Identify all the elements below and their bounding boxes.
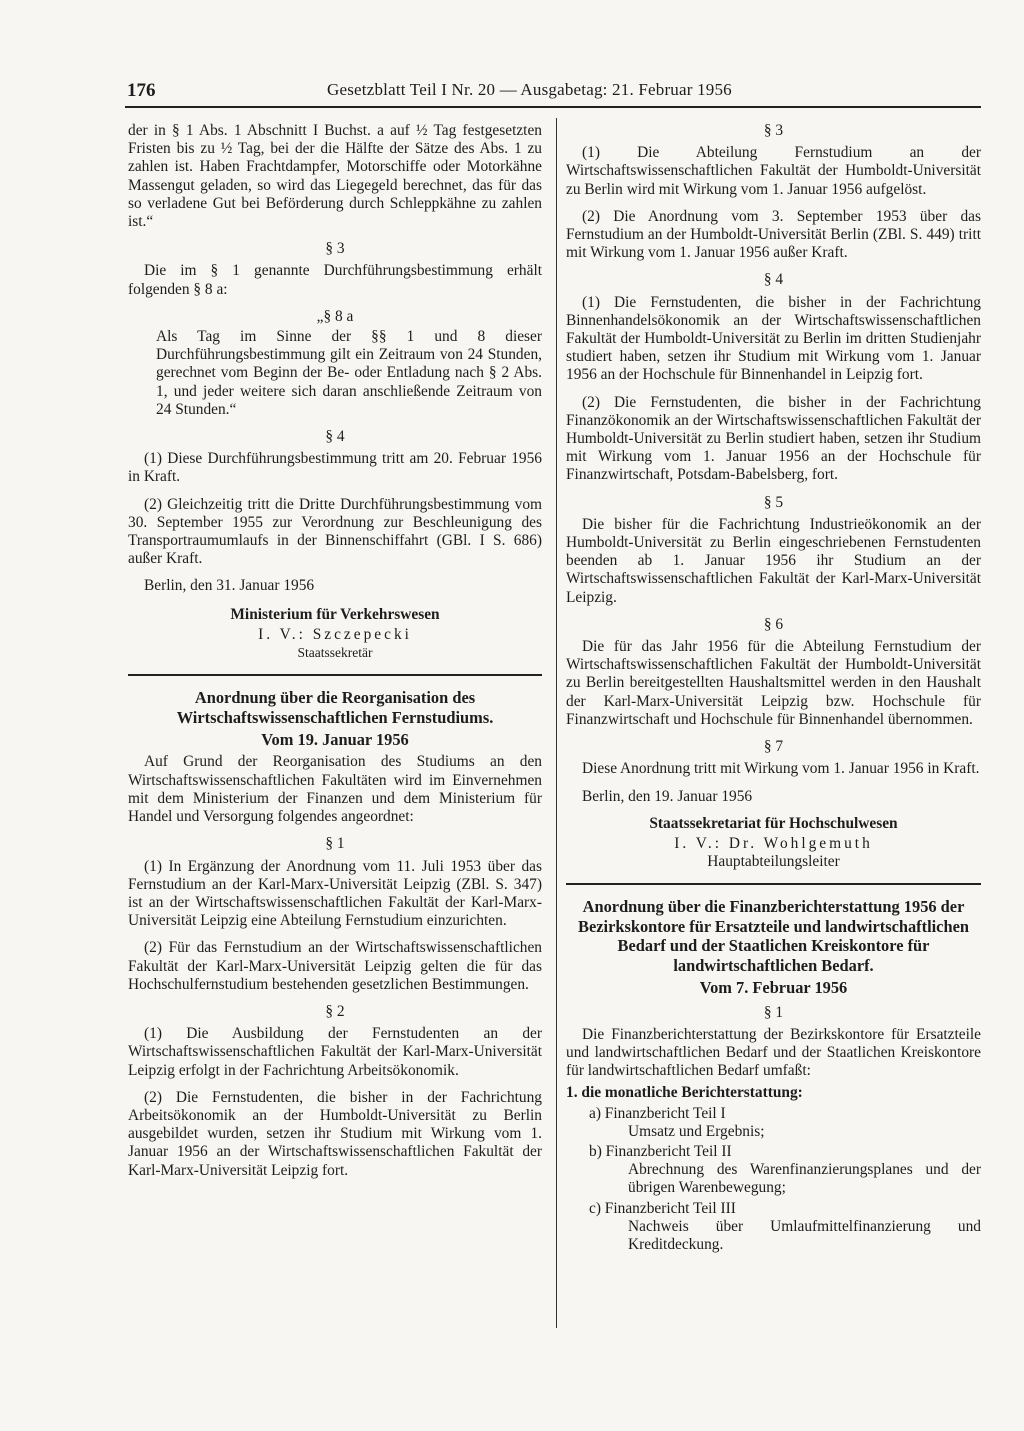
list-item-desc: Nachweis über Umlaufmittelfinanzierung und Kreditdeckung. <box>628 1217 981 1253</box>
header-rule <box>125 106 981 108</box>
secretariat-name: Staatssekretariat für Hochschulwesen <box>649 814 898 832</box>
place-date: Berlin, den 31. Januar 1956 <box>144 577 315 595</box>
section-heading: § 2 <box>325 1002 345 1020</box>
signatory: I. V.: Dr. Wohlgemuth <box>674 834 873 852</box>
preamble: Auf Grund der Reorganisation des Studiums an den Wirtschaftswissenschaftlichen Fakultäten wird im Einvernehmen mit dem Ministerium der Finanzen und dem Ministerium für Handel und Versorgung folgendes angeordnet: <box>128 753 542 826</box>
paragraph: Die bisher für die Fachrichtung Industrieökonomik an der Humboldt-Universität zu Berlin eingeschriebenen Fernstudenten beenden ab 1. Januar 1956 ihr Studium an der Wirtschaftswissenschaftlichen Fakultät der Karl-Marx-Universität Leipzig. <box>566 515 981 606</box>
paragraph: (2) Die Fernstudenten, die bisher in der Fachrichtung Finanzökonomik an der Wirtschaftswissenschaftlichen Fakultät der Humboldt-Universität zu Berlin studiert haben, setzen ihr Studium mit Wirkung vom 1. Januar 1956 an der Hochschule für Finanzwirtschaft, Potsdam-Babelsberg, fort. <box>566 393 981 484</box>
page-header <box>127 80 981 104</box>
continued-paragraph: der in § 1 Abs. 1 Abschnitt I Buchst. a auf ½ Tag festgesetzten Fristen bis zu ½ Tag, bei der die Hälfte der Sätze des Abs. 1 zu zahlen ist. Haben Frachtdampfer, Motorschiffe oder Motorkähne Massengut geladen, so wird das Liegegeld berechnet, das für das so verladene Gut bei Beförderung durch Schleppkähne zu zahlen ist.“ <box>128 122 542 231</box>
page-number: 176 <box>127 80 156 101</box>
paragraph: (2) Die Fernstudenten, die bisher in der Fachrichtung Arbeitsökonomik an der Humboldt-Universität zu Berlin ausgebildet wurden, setzen ihr Studium mit Wirkung vom 1. Januar 1956 an der Wirtschaftswissenschaftlichen Fakultät der Karl-Marx-Universität Leipzig fort. <box>128 1088 542 1179</box>
quoted-paragraph: Als Tag im Sinne der §§ 1 und 8 dieser Durchführungsbestimmung gilt ein Zeitraum von 24 Stunden, gerechnet vom Beginn der Be- oder Entladung nach § 2 Abs. 1, und jeder weitere sich daran anschließende Zeitraum von 24 Stunden.“ <box>156 328 542 418</box>
paragraph: Die im § 1 genannte Durchführungsbestimmung erhält folgenden § 8 a: <box>128 262 542 298</box>
ordinance-date: Vom 19. Januar 1956 <box>261 730 409 750</box>
signatory: I. V.: Szczepecki <box>258 625 412 643</box>
paragraph: (1) Die Abteilung Fernstudium an der Wirtschaftswissenschaftlichen Fakultät der Humboldt-Universität zu Berlin wird mit Wirkung vom 1. Januar 1956 aufgelöst. <box>566 144 981 198</box>
paragraph: (1) In Ergänzung der Anordnung vom 11. Juli 1953 über das Fernstudium an der Karl-Marx-Universität Leipzig (ZBl. S. 347) ist an der Wirtschaftswissenschaftlichen Fakultät der Karl-Marx-Universität Leipzig eine Abteilung Fernstudium einzurichten. <box>128 857 542 930</box>
section-heading: § 4 <box>763 271 784 289</box>
ordinance-title: Anordnung über die Reorganisation des Wirtschaftswissenschaftlichen Fernstudiums. <box>176 688 494 727</box>
section-separator <box>566 883 981 885</box>
section-heading: § 4 <box>325 428 345 446</box>
paragraph: (2) Für das Fernstudium an der Wirtschaftswissenschaftlichen Fakultät der Karl-Marx-Universität Leipzig gelten die für das Hochschulfernstudium bestehenden gesetzlichen Bestimmungen. <box>128 939 542 993</box>
column-divider <box>556 118 557 1328</box>
ministry-name: Ministerium für Verkehrswesen <box>230 605 440 623</box>
list-item-desc: Umsatz und Ergebnis; <box>628 1122 765 1140</box>
signatory-role: Hauptabteilungsleiter <box>707 853 840 871</box>
signatory-role: Staatssekretär <box>297 645 373 661</box>
paragraph: (2) Die Anordnung vom 3. September 1953 über das Fernstudium an der Humboldt-Universität Berlin (ZBl. S. 449) tritt mit Wirkung vom 1. Januar 1956 außer Kraft. <box>566 207 981 262</box>
section-heading: § 1 <box>325 835 345 853</box>
place-date: Berlin, den 19. Januar 1956 <box>582 787 753 805</box>
section-heading: § 7 <box>763 738 784 756</box>
section-heading: § 3 <box>763 122 784 139</box>
ordinance-title: Anordnung über die Finanzberichterstattung 1956 der Bezirkskontore für Ersatzteile und landwirtschaftlichen Bedarf und der Staatlichen Kreiskontore für landwirtschaftlichen Bedarf. <box>578 897 969 975</box>
section-heading: § 6 <box>763 615 784 633</box>
paragraph: (1) Diese Durchführungsbestimmung tritt am 20. Februar 1956 in Kraft. <box>128 450 542 486</box>
list-item-desc: Abrechnung des Warenfinanzierungsplanes und der übrigen Warenbewegung; <box>628 1161 981 1197</box>
paragraph: (1) Die Ausbildung der Fernstudenten an der Wirtschaftswissenschaftlichen Fakultät der Karl-Marx-Universität Leipzig erfolgt in der Fachrichtung Arbeitsökonomik. <box>128 1025 542 1079</box>
running-title: Gesetzblatt Teil I Nr. 20 — Ausgabetag: 21. Februar 1956 <box>327 80 732 99</box>
quoted-section-heading: „§ 8 a <box>316 307 354 325</box>
section-separator <box>128 674 542 676</box>
list-heading: 1. die monatliche Berichterstattung: <box>566 1084 803 1102</box>
paragraph: (2) Gleichzeitig tritt die Dritte Durchführungsbestimmung vom 30. September 1955 zur Verordnung zur Beschleunigung des Transportraumumlaufs in der Binnenschiffahrt (GBl. I S. 686) außer Kraft. <box>128 495 542 568</box>
paragraph: Die Finanzberichterstattung der Bezirkskontore für Ersatzteile und landwirtschaftlichen Bedarf und der Staatlichen Kreiskontore für landwirtschaftlichen Bedarf umfaßt: <box>566 1025 981 1080</box>
section-heading: § 5 <box>763 493 784 511</box>
section-heading: § 3 <box>325 240 345 258</box>
paragraph: Diese Anordnung tritt mit Wirkung vom 1. Januar 1956 in Kraft. <box>582 760 980 778</box>
ordinance-date: Vom 7. Februar 1956 <box>699 978 848 998</box>
right-column <box>566 122 981 1254</box>
paragraph: (1) Die Fernstudenten, die bisher in der Fachrichtung Binnenhandelsökonomik an der Wirtschaftswissenschaftlichen Fakultät der Humboldt-Universität zu Berlin im dritten Studienjahr studiert haben, setzen ihr Studium mit Wirkung vom 1. Januar 1956 an der Hochschule für Binnenhandel in Leipzig fort. <box>566 293 981 384</box>
list-item-label: c) Finanzbericht Teil III <box>589 1199 736 1217</box>
paragraph: Die für das Jahr 1956 für die Abteilung Fernstudium der Wirtschaftswissenschaftlichen Fakultät der Humboldt-Universität zu Berlin bereitgestellten Haushaltsmittel werden in den Haushalt der Karl-Marx-Universität Leipzig bzw. Hochschule für Finanzwirtschaft und Hochschule für Binnenhandel übernommen. <box>566 638 981 728</box>
list-item-label: a) Finanzbericht Teil I <box>589 1104 726 1122</box>
left-column <box>128 122 542 1189</box>
list-item-label: b) Finanzbericht Teil II <box>589 1142 732 1160</box>
section-heading: § 1 <box>763 1003 784 1021</box>
